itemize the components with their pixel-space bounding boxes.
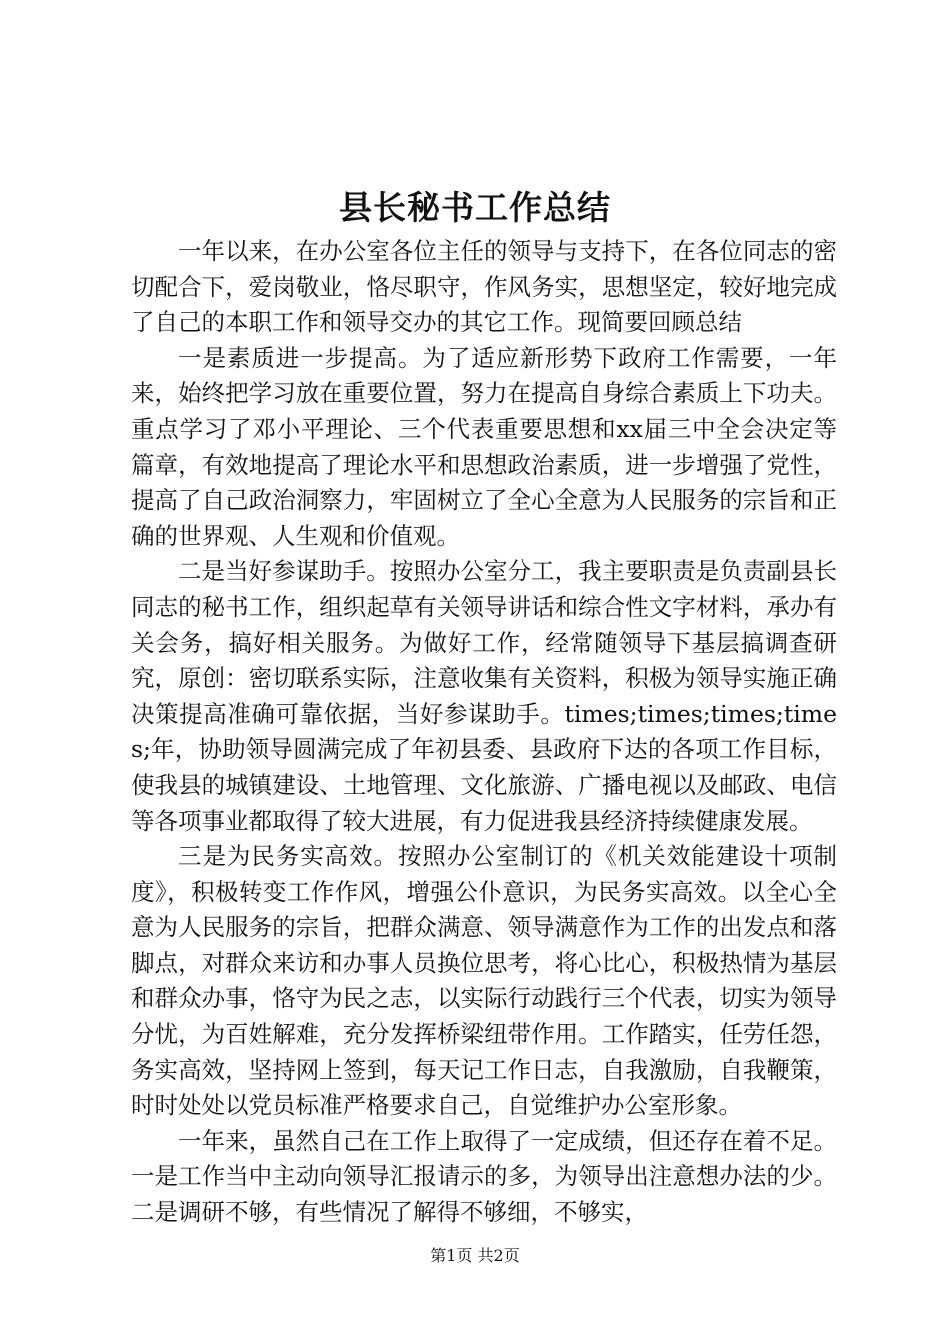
document-title: 县长秘书工作总结 — [339, 188, 611, 227]
paragraph: 一年以来，在办公室各位主任的领导与支持下，在各位同志的密切配合下，爱岗敬业，恪尽职守，作风务实，思想坚定，较好地完成了自己的本职工作和领导交办的其它工作。现简要回顾总结 — [131, 237, 837, 337]
paragraph: 一是素质进一步提高。为了适应新形势下政府工作需要，一年来，始终把学习放在重要位置，努力在提高自身综合素质上下功夫。重点学习了邓小平理论、三个代表重要思想和xx届三中全会决定等篇章，有效地提高了理论水平和思想政治素质，进一步增强了党性，提高了自己政治洞察力，牢固树立了全心全意为人民服务的宗旨和正确的世界观、人生观和价值观。 — [131, 343, 837, 550]
paragraph: 二是当好参谋助手。按照办公室分工，我主要职责是负责副县长同志的秘书工作，组织起草有关领导讲话和综合性文字材料，承办有关会务，搞好相关服务。为做好工作，经常随领导下基层搞调查研究，原创：密切联系实际，注意收集有关资料，积极为领导实施正确决策提高准确可靠依据，当好参谋助手。times;times;times;times;年，协助领导圆满完成了年初县委、县政府下达的各项工作目标，使我县的城镇建设、土地管理、文化旅游、广播电视以及邮政、电信等各项事业都取得了较大进展，有力促进我县经济持续健康发展。 — [131, 557, 837, 835]
document-body — [131, 234, 837, 1231]
paragraph: 三是为民务实高效。按照办公室制订的《机关效能建设十项制度》，积极转变工作作风，增强公仆意识，为民务实高效。以全心全意为人民服务的宗旨，把群众满意、领导满意作为工作的出发点和落脚点，对群众来访和办事人员换位思考，将心比心，积极热情为基层和群众办事，恪守为民之志，以实际行动践行三个代表，切实为领导分忧，为百姓解难，充分发挥桥梁纽带作用。工作踏实，任劳任怨，务实高效，坚持网上签到，每天记工作日志，自我激励，自我鞭策，时时处处以党员标准严格要求自己，自觉维护办公室形象。 — [131, 842, 837, 1120]
page-footer: 第1页 共2页 — [430, 1246, 520, 1265]
paragraph: 一年来，虽然自己在工作上取得了一定成绩，但还存在着不足。一是工作当中主动向领导汇报请示的多，为领导出注意想办法的少。二是调研不够，有些情况了解得不够细，不够实， — [131, 1126, 837, 1227]
